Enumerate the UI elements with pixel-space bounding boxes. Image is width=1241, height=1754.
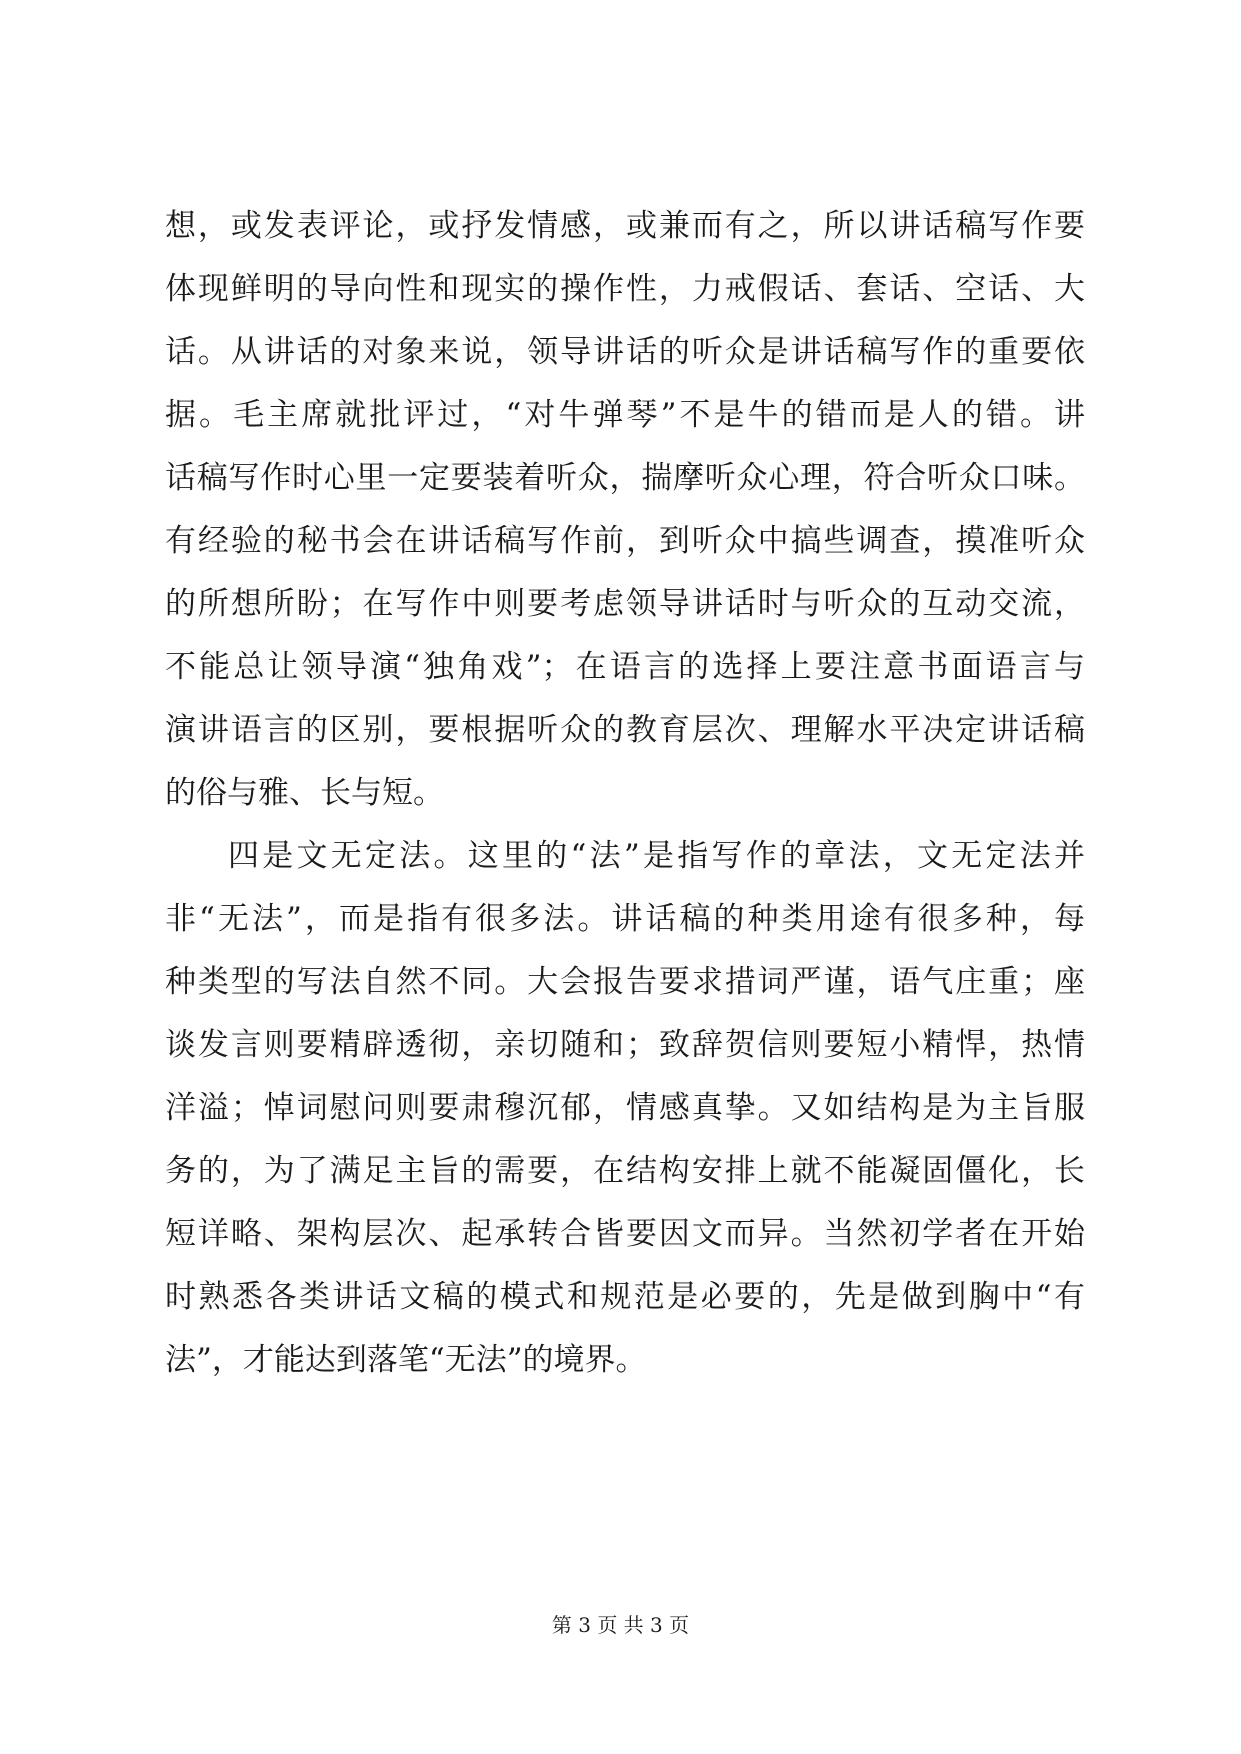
paragraph-1-line-10: 的俗与雅、长与短。 bbox=[165, 775, 444, 811]
paragraph-1-line-9: 演讲语言的区别，要根据听众的教育层次、理解水平决定讲话稿 bbox=[165, 712, 1085, 748]
page-footer: 第 3 页 共 3 页 bbox=[551, 1613, 690, 1637]
paragraph-2-line-7: 短详略、架构层次、起承转合皆要因文而异。当然初学者在开始 bbox=[165, 1216, 1085, 1252]
paragraph-1-line-4: 据。毛主席就批评过，“对牛弹琴”不是牛的错而是人的错。讲 bbox=[165, 397, 1085, 433]
paragraph-1-line-8: 不能总让领导演“独角戏”；在语言的选择上要注意书面语言与 bbox=[165, 649, 1085, 685]
paragraph-2-line-3: 种类型的写法自然不同。大会报告要求措词严谨，语气庄重；座 bbox=[165, 964, 1085, 1000]
paragraph-2-line-9: 法”，才能达到落笔“无法”的境界。 bbox=[165, 1342, 647, 1378]
paragraph-1-line-5: 话稿写作时心里一定要装着听众，揣摩听众心理，符合听众口味。 bbox=[165, 460, 1085, 496]
paragraph-1-line-6: 有经验的秘书会在讲话稿写作前，到听众中搞些调查，摸准听众 bbox=[165, 523, 1085, 559]
paragraph-1-line-1: 想，或发表评论，或抒发情感，或兼而有之，所以讲话稿写作要 bbox=[165, 208, 1085, 244]
paragraph-1-line-3: 话。从讲话的对象来说，领导讲话的听众是讲话稿写作的重要依 bbox=[165, 334, 1085, 370]
paragraph-2-line-2: 非“无法”，而是指有很多法。讲话稿的种类用途有很多种，每 bbox=[165, 901, 1085, 937]
paragraph-2-line-5: 洋溢；悼词慰问则要肃穆沉郁，情感真挚。又如结构是为主旨服 bbox=[165, 1090, 1085, 1126]
paragraph-2-line-4: 谈发言则要精辟透彻，亲切随和；致辞贺信则要短小精悍，热情 bbox=[165, 1027, 1085, 1063]
paragraph-1-line-2: 体现鲜明的导向性和现实的操作性，力戒假话、套话、空话、大 bbox=[165, 271, 1085, 307]
paragraph-1-line-7: 的所想所盼；在写作中则要考虑领导讲话时与听众的互动交流， bbox=[165, 586, 1085, 622]
paragraph-2-line-6: 务的，为了满足主旨的需要，在结构安排上就不能凝固僵化，长 bbox=[165, 1153, 1085, 1189]
paragraph-2-line-1: 四是文无定法。这里的“法”是指写作的章法，文无定法并 bbox=[228, 838, 1085, 874]
paragraph-2-line-8: 时熟悉各类讲话文稿的模式和规范是必要的，先是做到胸中“有 bbox=[165, 1279, 1085, 1315]
